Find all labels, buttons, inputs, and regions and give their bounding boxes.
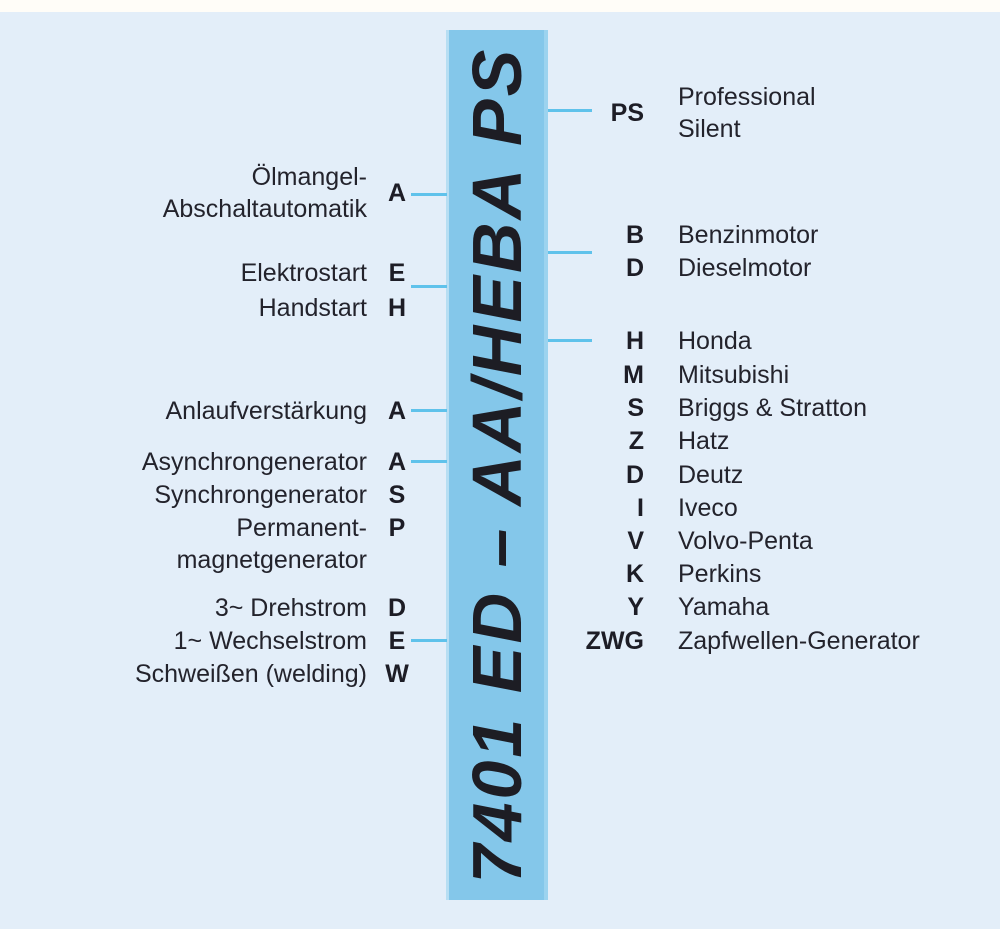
code-letter: A [387, 448, 407, 476]
connector-line [411, 193, 447, 196]
code-letter: B [625, 221, 644, 249]
legend-label [678, 219, 818, 251]
legend-row [0, 257, 412, 289]
legend-label [678, 359, 789, 391]
legend-label [142, 446, 367, 478]
legend-label [678, 591, 769, 623]
legend-label-line: 1~ Wechselstrom [173, 627, 367, 655]
legend-label [678, 558, 761, 590]
legend-row [560, 625, 990, 657]
legend-row [0, 479, 412, 511]
legend-label-line: Mitsubishi [678, 361, 790, 389]
model-code-text: 7401 ED – AA/HEBA PS [458, 46, 536, 884]
code-letter: D [625, 254, 644, 282]
legend-label [678, 252, 811, 284]
code-letter: Z [628, 427, 644, 455]
code-letter: S [627, 394, 644, 422]
legend-row [560, 81, 990, 145]
code-letter: K [625, 560, 644, 588]
code-letter: ZWG [585, 627, 644, 655]
legend-row [560, 359, 990, 391]
legend-label [174, 625, 367, 657]
legend-label [163, 161, 367, 225]
legend-label-line: Synchrongenerator [154, 481, 367, 509]
legend-row [0, 395, 412, 427]
legend-label-line: Iveco [678, 494, 738, 522]
legend-label-line: Hatz [678, 427, 730, 455]
code-letter: W [385, 660, 409, 688]
legend-label [678, 525, 813, 557]
code-letter: E [388, 627, 406, 655]
legend-label-line: Volvo-Penta [678, 527, 813, 555]
code-letter: D [625, 461, 644, 489]
legend-label-line: magnetgenerator [176, 546, 367, 574]
legend-label-line: Professional [678, 83, 816, 111]
legend-row [560, 558, 990, 590]
legend-label [241, 257, 367, 289]
legend-label [678, 325, 752, 357]
legend-label [678, 425, 729, 457]
legend-row [560, 525, 990, 557]
code-letter: H [387, 294, 407, 322]
legend-label-line: Silent [678, 115, 741, 143]
legend-label-line: Ölmangel- [251, 163, 367, 191]
legend-row [0, 446, 412, 478]
legend-row [560, 459, 990, 491]
code-letter: P [388, 514, 406, 542]
code-letter: H [625, 327, 644, 355]
legend-label-line: Benzinmotor [678, 221, 819, 249]
code-letter: M [623, 361, 644, 389]
legend-row [560, 492, 990, 524]
legend-row [0, 292, 412, 324]
legend-label-line: Asynchrongenerator [141, 448, 367, 476]
legend-label-line: Elektrostart [240, 259, 367, 287]
legend-row [560, 325, 990, 357]
legend-row [560, 425, 990, 457]
legend-label-line: Dieselmotor [678, 254, 812, 282]
legend-label-line: Briggs & Stratton [678, 394, 867, 422]
connector-line [411, 409, 447, 412]
legend-label-line: Permanent- [236, 514, 367, 542]
legend-row [0, 161, 412, 225]
code-letter: PS [610, 99, 644, 127]
legend-label-line: 3~ Drehstrom [214, 594, 367, 622]
legend-row [0, 658, 412, 690]
code-letter: D [387, 594, 407, 622]
legend-label [678, 625, 920, 657]
legend-label [259, 292, 367, 324]
code-letter: E [388, 259, 406, 287]
legend-label-line: Anlaufverstärkung [165, 397, 367, 425]
legend-label [135, 658, 367, 690]
legend-label [678, 459, 743, 491]
legend-label-line: Perkins [678, 560, 762, 588]
connector-line [411, 285, 447, 288]
code-letter: A [387, 397, 407, 425]
legend-label [215, 592, 367, 624]
legend-label-line: Deutz [678, 461, 744, 489]
legend-row [560, 591, 990, 623]
legend-label [678, 492, 738, 524]
legend-label [177, 512, 367, 576]
legend-row [0, 592, 412, 624]
top-margin-strip [0, 0, 1000, 12]
code-letter: S [388, 481, 406, 509]
legend-row [560, 252, 990, 284]
legend-row [0, 512, 412, 576]
legend-label-line: Schweißen (welding) [134, 660, 367, 688]
legend-label-line: Zapfwellen-Generator [678, 627, 920, 655]
legend-label [678, 392, 867, 424]
code-letter: I [637, 494, 644, 522]
legend-label-line: Abschaltautomatik [162, 195, 367, 223]
code-letter: V [627, 527, 644, 555]
legend-label [154, 479, 367, 511]
legend-row [560, 219, 990, 251]
code-letter: A [387, 179, 407, 207]
legend-row [560, 392, 990, 424]
legend-label-line: Honda [678, 327, 752, 355]
legend-label [678, 81, 816, 145]
legend-label [165, 395, 367, 427]
connector-line [411, 639, 447, 642]
legend-label-line: Handstart [258, 294, 367, 322]
connector-line [411, 460, 447, 463]
code-letter: Y [627, 593, 644, 621]
legend-row [0, 625, 412, 657]
legend-label-line: Yamaha [678, 593, 770, 621]
